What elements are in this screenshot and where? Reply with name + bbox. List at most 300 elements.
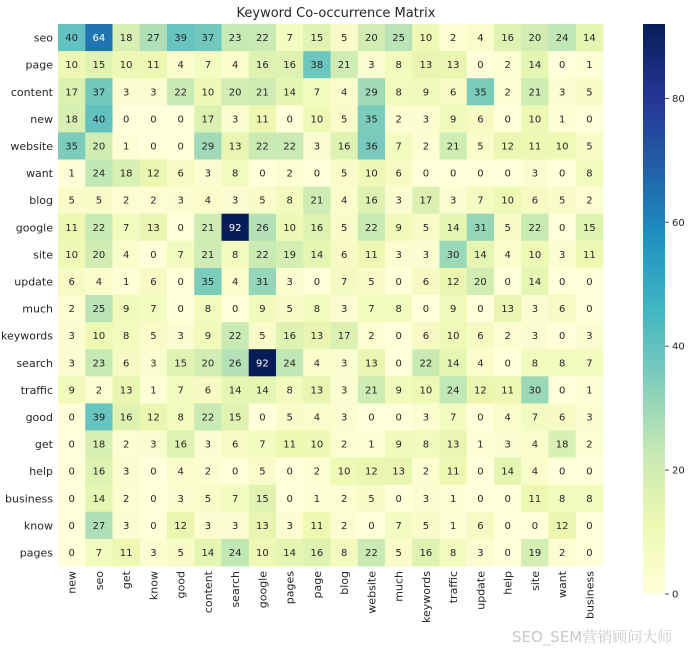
cell-value-label: 9: [395, 222, 402, 234]
cell-value-label: 2: [122, 195, 130, 207]
row-label-keywords: keywords: [0, 329, 53, 343]
cell-value-label: 16: [92, 466, 106, 478]
cell-value-label: 2: [504, 60, 511, 72]
cell-value-label: 0: [558, 276, 566, 288]
row-label-much: much: [22, 302, 53, 316]
cell-value-label: 4: [313, 412, 321, 424]
cell-value-label: 7: [95, 547, 103, 559]
cell-value-label: 0: [68, 412, 75, 424]
cell-value-label: 3: [395, 249, 402, 261]
cell-value-label: 7: [586, 358, 593, 370]
cell-value-label: 40: [65, 33, 78, 45]
cell-value-label: 0: [313, 168, 321, 180]
cell-value-label: 5: [368, 276, 375, 288]
colorbar-tick-label: 0: [672, 589, 679, 601]
cell-value-label: 0: [558, 385, 566, 397]
cell-value-label: 1: [558, 114, 566, 126]
cell-value-label: 7: [395, 520, 402, 532]
cell-value-label: 13: [228, 141, 242, 153]
cell-value-label: 9: [204, 331, 212, 343]
cell-value-label: 12: [446, 276, 460, 288]
cell-value-label: 1: [150, 385, 157, 397]
cell-value-label: 16: [365, 195, 378, 207]
cell-value-label: 3: [422, 114, 430, 126]
cell-value-label: 13: [365, 358, 378, 370]
cell-value-label: 14: [501, 466, 514, 478]
cell-value-label: 7: [259, 439, 266, 451]
cell-value-label: 0: [558, 331, 566, 343]
cell-value-label: 9: [395, 385, 402, 397]
cell-value-label: 0: [504, 114, 511, 126]
cell-value-label: 0: [259, 412, 266, 424]
cell-value-label: 21: [365, 385, 378, 397]
cell-value-label: 13: [501, 304, 514, 316]
cell-value-label: 3: [531, 331, 539, 343]
cell-value-label: 5: [422, 520, 430, 532]
cell-value-label: 0: [150, 493, 157, 505]
cell-value-label: 9: [422, 87, 430, 99]
cell-value-label: 14: [201, 547, 215, 559]
cell-value-label: 7: [340, 276, 348, 288]
cell-value-label: 17: [201, 114, 215, 126]
cell-value-label: 16: [119, 412, 133, 424]
cell-value-label: 5: [286, 412, 293, 424]
cell-value-label: 9: [449, 114, 457, 126]
cell-value-label: 9: [449, 304, 457, 316]
cell-value-label: 3: [340, 385, 348, 397]
cell-value-label: 0: [177, 276, 184, 288]
row-label-help: help: [29, 465, 53, 479]
cell-value-label: 7: [368, 304, 375, 316]
cell-value-label: 21: [310, 195, 324, 207]
cell-value-label: 0: [531, 520, 539, 532]
cell-value-label: 3: [177, 493, 184, 505]
cell-value-label: 8: [558, 358, 566, 370]
cell-value-label: 13: [310, 385, 324, 397]
cell-value-label: 4: [340, 195, 348, 207]
cell-value-label: 14: [583, 33, 596, 45]
cell-value-label: 0: [504, 493, 511, 505]
cell-value-label: 22: [365, 222, 378, 234]
cell-value-label: 8: [395, 87, 402, 99]
row-label-good: good: [25, 410, 53, 424]
cell-value-label: 11: [147, 60, 160, 72]
cell-value-label: 5: [286, 304, 293, 316]
cell-value-label: 13: [256, 520, 269, 532]
cell-value-label: 0: [558, 466, 566, 478]
cell-value-label: 2: [150, 195, 157, 207]
cell-value-label: 39: [174, 33, 187, 45]
cell-value-label: 1: [449, 493, 457, 505]
cell-value-label: 3: [122, 520, 130, 532]
cell-value-label: 10: [528, 249, 542, 261]
cell-value-label: 4: [231, 60, 239, 72]
cell-value-label: 0: [286, 493, 293, 505]
cell-value-label: 0: [68, 547, 75, 559]
cell-value-label: 36: [365, 141, 378, 153]
cell-value-label: 0: [286, 114, 293, 126]
cell-value-label: 0: [586, 466, 593, 478]
cell-value-label: 0: [504, 358, 511, 370]
cell-value-label: 8: [531, 358, 539, 370]
cell-value-label: 0: [477, 60, 484, 72]
cell-value-label: 14: [283, 87, 296, 99]
cell-value-label: 11: [528, 141, 542, 153]
cell-value-label: 2: [340, 520, 348, 532]
cell-value-label: 30: [528, 385, 542, 397]
cell-value-label: 1: [122, 141, 130, 153]
cell-value-label: 2: [422, 466, 430, 478]
cell-value-label: 10: [419, 33, 433, 45]
cell-value-label: 2: [504, 331, 511, 343]
cell-value-label: 64: [92, 33, 106, 45]
cell-value-label: 3: [558, 87, 566, 99]
cell-value-label: 10: [201, 87, 215, 99]
cell-value-label: 31: [474, 222, 487, 234]
cell-value-label: 0: [449, 168, 457, 180]
cell-value-label: 10: [310, 439, 324, 451]
cell-value-label: 8: [586, 493, 593, 505]
cell-value-label: 3: [68, 358, 75, 370]
cell-value-label: 35: [474, 87, 487, 99]
cell-value-label: 10: [256, 547, 269, 559]
row-label-business: business: [5, 492, 53, 506]
cell-value-label: 0: [177, 141, 184, 153]
cell-value-label: 21: [201, 249, 215, 261]
cell-value-label: 7: [150, 304, 157, 316]
cell-value-label: 22: [256, 33, 269, 45]
cell-value-label: 4: [504, 249, 511, 261]
colorbar-tick-label: 60: [672, 217, 685, 229]
column-label-new: new: [65, 571, 79, 594]
cell-value-label: 4: [177, 60, 184, 72]
cell-value-label: 10: [283, 222, 296, 234]
cell-value-label: 2: [122, 493, 130, 505]
cell-value-label: 0: [150, 249, 157, 261]
cell-value-label: 3: [204, 520, 212, 532]
cell-value-label: 1: [477, 439, 484, 451]
cell-value-label: 5: [422, 222, 430, 234]
colorbar-tick-label: 20: [672, 465, 685, 477]
row-label-new: new: [30, 112, 53, 126]
column-label-search: search: [229, 571, 243, 608]
cell-value-label: 0: [395, 331, 402, 343]
cell-value-label: 4: [531, 439, 539, 451]
cell-value-label: 1: [68, 168, 75, 180]
cell-value-label: 4: [340, 87, 348, 99]
column-label-site: site: [528, 571, 542, 591]
cell-value-label: 2: [586, 439, 593, 451]
cell-value-label: 6: [531, 195, 539, 207]
column-label-keywords: keywords: [419, 571, 433, 624]
cell-value-label: 26: [228, 358, 242, 370]
cell-value-label: 2: [122, 439, 130, 451]
cell-value-label: 0: [504, 520, 511, 532]
cell-value-label: 2: [340, 493, 348, 505]
cell-value-label: 4: [477, 33, 484, 45]
cell-value-label: 16: [283, 331, 296, 343]
colorbar-tick-label: 40: [672, 341, 685, 353]
cell-value-label: 0: [68, 466, 75, 478]
cell-value-label: 3: [422, 493, 430, 505]
cell-value-label: 2: [368, 331, 375, 343]
cell-value-label: 9: [395, 439, 402, 451]
row-label-update: update: [14, 275, 53, 289]
cell-value-label: 6: [68, 276, 75, 288]
row-label-get: get: [34, 438, 53, 452]
cell-value-label: 24: [446, 385, 460, 397]
cell-value-label: 27: [147, 33, 160, 45]
cell-value-label: 3: [150, 358, 157, 370]
cell-value-label: 7: [531, 412, 539, 424]
cell-value-label: 7: [313, 87, 321, 99]
column-label-seo: seo: [92, 571, 106, 591]
row-label-google: google: [15, 221, 53, 235]
cell-value-label: 29: [365, 87, 378, 99]
cell-value-label: 8: [122, 331, 130, 343]
cell-value-label: 11: [528, 493, 542, 505]
cell-value-label: 5: [204, 493, 212, 505]
cell-value-label: 0: [259, 168, 266, 180]
cell-value-label: 7: [177, 249, 184, 261]
column-label-know: know: [147, 571, 161, 601]
cell-value-label: 8: [586, 168, 593, 180]
cell-value-label: 0: [558, 60, 566, 72]
cell-value-label: 18: [119, 33, 133, 45]
cell-value-label: 4: [204, 195, 212, 207]
cell-value-label: 14: [283, 547, 296, 559]
cell-value-label: 5: [177, 547, 184, 559]
cell-value-label: 0: [422, 304, 430, 316]
cell-value-label: 0: [586, 547, 593, 559]
cell-value-label: 3: [231, 520, 239, 532]
cell-value-label: 0: [395, 276, 402, 288]
cell-value-label: 3: [122, 466, 130, 478]
cell-value-label: 23: [92, 358, 106, 370]
cell-value-label: 12: [147, 168, 160, 180]
row-label-content: content: [10, 85, 53, 99]
cell-value-label: 24: [92, 168, 106, 180]
cell-value-label: 22: [228, 331, 242, 343]
cell-value-label: 8: [204, 304, 212, 316]
cell-value-label: 3: [340, 358, 348, 370]
cell-value-label: 0: [477, 412, 484, 424]
cell-value-label: 0: [177, 304, 184, 316]
cell-value-label: 8: [286, 385, 293, 397]
cell-value-label: 6: [150, 276, 157, 288]
cell-value-label: 3: [558, 249, 566, 261]
cell-value-label: 18: [119, 168, 133, 180]
cell-value-label: 3: [286, 520, 293, 532]
cell-value-label: 5: [95, 195, 103, 207]
colorbar: [643, 24, 685, 601]
cell-value-label: 6: [477, 520, 484, 532]
cell-value-label: 13: [446, 60, 460, 72]
cell-value-label: 12: [147, 412, 160, 424]
cell-value-label: 19: [283, 249, 296, 261]
cell-value-label: 21: [446, 141, 460, 153]
cell-value-label: 3: [449, 195, 457, 207]
cell-value-label: 6: [558, 304, 566, 316]
cell-value-label: 37: [92, 87, 106, 99]
cell-value-label: 2: [422, 141, 430, 153]
cell-value-label: 6: [204, 385, 212, 397]
row-labels: [1, 32, 54, 560]
cell-value-label: 24: [555, 33, 569, 45]
cell-value-label: 0: [368, 412, 375, 424]
row-label-site: site: [33, 248, 53, 262]
cell-value-label: 22: [283, 141, 296, 153]
cell-value-label: 3: [177, 331, 184, 343]
cell-value-label: 11: [583, 249, 596, 261]
cell-value-label: 20: [365, 33, 378, 45]
cell-value-label: 0: [150, 466, 157, 478]
cell-value-label: 6: [477, 114, 484, 126]
cell-value-label: 0: [231, 304, 239, 316]
cell-value-label: 38: [310, 60, 324, 72]
cell-value-label: 5: [477, 141, 484, 153]
cell-value-label: 0: [477, 168, 484, 180]
cell-value-label: 15: [256, 493, 269, 505]
row-label-pages: pages: [19, 546, 53, 560]
cell-value-label: 4: [231, 276, 239, 288]
cell-value-label: 0: [68, 439, 75, 451]
cell-value-label: 8: [395, 60, 402, 72]
cell-value-label: 2: [504, 87, 511, 99]
cell-value-label: 11: [501, 385, 514, 397]
cell-value-label: 0: [477, 304, 484, 316]
watermark: SEO_SEM营销顾问大师: [512, 628, 673, 646]
cell-value-label: 2: [395, 114, 402, 126]
cell-value-label: 5: [558, 195, 566, 207]
cell-value-label: 8: [340, 547, 348, 559]
cell-value-label: 5: [340, 168, 348, 180]
cell-value-label: 0: [558, 222, 566, 234]
cell-value-label: 4: [122, 249, 130, 261]
cell-value-label: 20: [201, 358, 215, 370]
cell-value-label: 3: [340, 304, 348, 316]
cell-value-label: 3: [586, 412, 593, 424]
column-label-traffic: traffic: [447, 571, 461, 604]
cell-value-label: 16: [337, 141, 351, 153]
cell-value-label: 16: [419, 547, 433, 559]
cell-value-label: 15: [310, 33, 324, 45]
cell-value-label: 6: [449, 87, 457, 99]
cell-value-label: 4: [531, 466, 539, 478]
cell-value-label: 15: [583, 222, 596, 234]
cell-value-label: 22: [419, 358, 433, 370]
cell-value-label: 30: [446, 249, 460, 261]
cell-value-label: 4: [313, 358, 321, 370]
cell-value-label: 5: [68, 195, 75, 207]
cell-value-label: 0: [395, 493, 402, 505]
cell-value-label: 7: [286, 33, 293, 45]
column-label-update: update: [474, 571, 488, 610]
cell-value-label: 0: [422, 168, 430, 180]
cell-value-label: 0: [586, 114, 593, 126]
cell-value-label: 22: [256, 141, 269, 153]
cell-value-label: 12: [365, 466, 378, 478]
cell-value-label: 16: [310, 547, 324, 559]
cell-value-label: 3: [531, 168, 539, 180]
cell-value-label: 3: [286, 276, 293, 288]
cell-value-label: 4: [95, 276, 103, 288]
cell-value-label: 5: [340, 33, 348, 45]
cell-value-label: 13: [147, 222, 160, 234]
cell-value-label: 10: [92, 331, 106, 343]
row-label-search: search: [16, 356, 53, 370]
cell-value-label: 12: [174, 520, 187, 532]
column-label-content: content: [201, 571, 215, 614]
cell-value-label: 0: [68, 520, 75, 532]
cell-value-label: 5: [259, 195, 266, 207]
row-label-seo: seo: [33, 31, 53, 45]
cell-value-label: 29: [201, 141, 215, 153]
cell-value-label: 16: [174, 439, 187, 451]
cell-value-label: 15: [174, 358, 187, 370]
cell-value-label: 11: [256, 114, 269, 126]
cell-value-label: 11: [283, 439, 296, 451]
cell-value-label: 0: [68, 493, 75, 505]
cell-value-label: 25: [392, 33, 405, 45]
cell-value-label: 4: [477, 358, 484, 370]
cell-value-label: 20: [528, 33, 542, 45]
cell-value-label: 1: [368, 439, 375, 451]
cell-value-label: 15: [92, 60, 106, 72]
cell-value-label: 8: [286, 195, 293, 207]
cell-value-label: 3: [231, 114, 239, 126]
cell-value-label: 18: [555, 439, 569, 451]
cell-value-label: 4: [504, 412, 511, 424]
cell-value-label: 5: [586, 141, 593, 153]
cell-value-label: 14: [474, 249, 487, 261]
cell-value-label: 22: [528, 222, 542, 234]
cell-value-label: 10: [501, 195, 514, 207]
cell-value-label: 3: [586, 331, 593, 343]
cell-value-label: 0: [122, 114, 130, 126]
column-label-much: much: [392, 571, 406, 602]
cell-value-label: 37: [201, 33, 215, 45]
colorbar-tick-label: 80: [672, 93, 685, 105]
cell-value-label: 25: [92, 304, 106, 316]
column-label-want: want: [556, 571, 570, 599]
cell-value-label: 3: [395, 195, 402, 207]
cell-value-label: 6: [422, 331, 430, 343]
cell-value-label: 11: [65, 222, 78, 234]
cell-value-label: 8: [177, 412, 184, 424]
cell-value-label: 6: [477, 331, 484, 343]
cell-value-label: 6: [177, 168, 184, 180]
column-label-good: good: [174, 571, 188, 599]
cell-value-label: 35: [201, 276, 215, 288]
row-label-page: page: [25, 58, 53, 72]
cell-value-label: 13: [392, 466, 405, 478]
cell-value-label: 10: [365, 168, 378, 180]
cell-value-label: 10: [555, 141, 569, 153]
cell-value-label: 5: [259, 466, 266, 478]
cell-value-label: 0: [477, 493, 484, 505]
cell-value-label: 3: [477, 547, 484, 559]
cell-value-label: 3: [150, 547, 157, 559]
cell-value-label: 14: [528, 276, 542, 288]
cell-value-label: 26: [256, 222, 269, 234]
cell-value-label: 14: [228, 385, 242, 397]
cell-value-label: 3: [150, 439, 157, 451]
cell-value-label: 5: [586, 87, 593, 99]
cell-value-label: 3: [204, 168, 212, 180]
cell-value-label: 3: [422, 249, 430, 261]
column-label-business: business: [583, 571, 597, 619]
